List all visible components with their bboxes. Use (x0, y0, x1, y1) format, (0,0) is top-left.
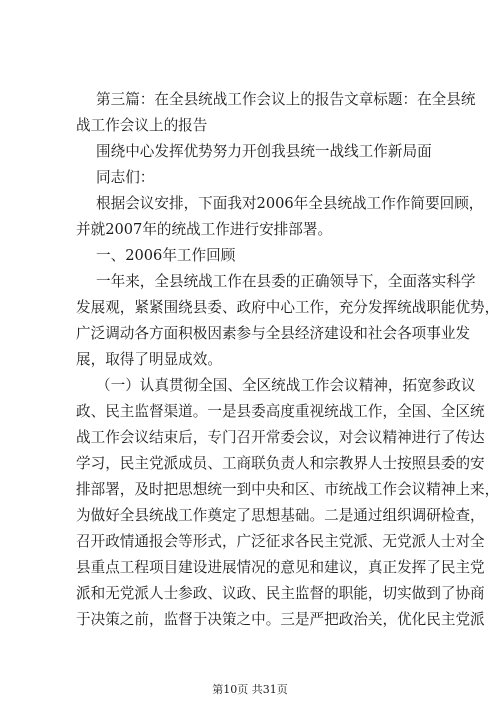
text-line-16: 排部署，及时把思想统一到中央和区、市统战工作会议精神上来， (76, 481, 500, 498)
text-line-18: 召开政情通报会等形式，广泛征求各民主党派、无党派人士对全 (76, 533, 485, 550)
page-number-footer: 第10页 共31页 (212, 683, 288, 696)
text-line-5: 根据会议安排，下面我对2006年全县统战工作作简要回顾， (96, 195, 484, 212)
text-line-1: 第三篇：在全县统战工作会议上的报告文章标题：在全县统 (96, 91, 476, 108)
text-line-6: 并就2007年的统战工作进行安排部署。 (76, 221, 333, 238)
text-line-10: 广泛调动各方面积极因素参与全县经济建设和社会各项事业发 (76, 325, 471, 342)
text-line-8: 一年来，全县统战工作在县委的正确领导下，全面落实科学 (96, 273, 476, 290)
text-line-19: 县重点工程项目建设进展情况的意见和建议，真正发挥了民主党 (76, 559, 485, 576)
document-body (76, 87, 500, 633)
text-line-17: 为做好全县统战工作奠定了思想基础。二是通过组织调研检查， (76, 507, 485, 524)
text-line-11: 展，取得了明显成效。 (76, 351, 222, 368)
text-line-3: 围绕中心发挥优势努力开创我县统一战线工作新局面 (96, 143, 432, 160)
text-line-15: 学习，民主党派成员、工商联负责人和宗教界人士按照县委的安 (76, 455, 485, 472)
text-line-4: 同志们： (96, 169, 155, 186)
text-line-21: 于决策之前，监督于决策之中。三是严把政治关，优化民主党派 (76, 611, 485, 628)
text-line-13: 政、民主监督渠道。一是县委高度重视统战工作，全国、全区统 (76, 403, 485, 420)
text-line-20: 派和无党派人士参政、议政、民主监督的职能，切实做到了协商 (76, 585, 485, 602)
text-line-7: 一、2006年工作回顾 (96, 247, 236, 264)
text-line-12: （一）认真贯彻全国、全区统战工作会议精神，拓宽参政议 (96, 377, 476, 394)
text-line-9: 发展观，紧紧围绕县委、政府中心工作，充分发挥统战职能优势， (76, 299, 500, 316)
text-line-14: 战工作会议结束后，专门召开常委会议，对会议精神进行了传达 (76, 429, 485, 446)
text-line-2: 战工作会议上的报告 (76, 117, 208, 134)
